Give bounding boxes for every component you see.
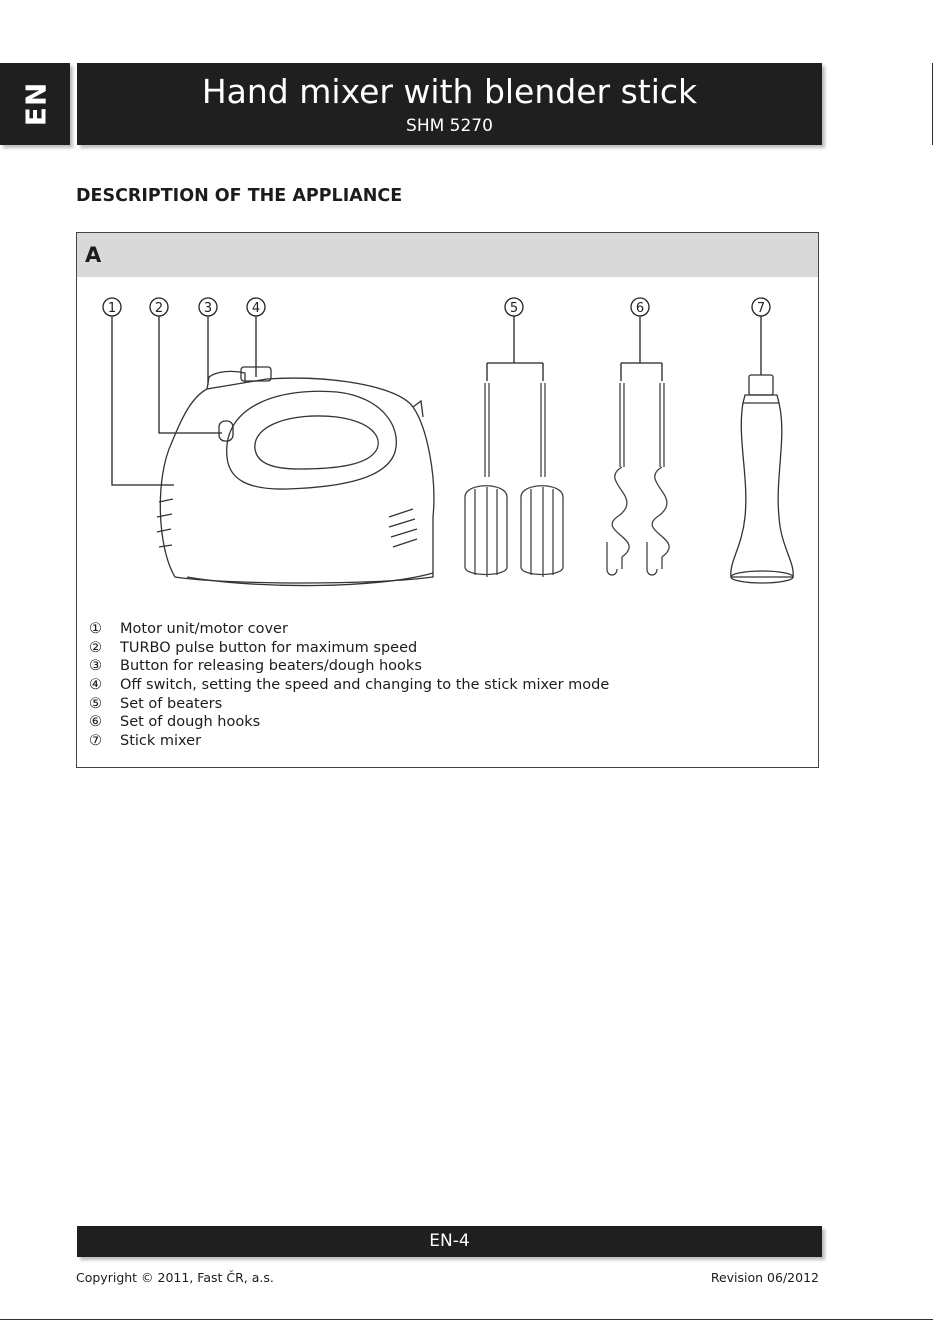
language-code: EN bbox=[19, 81, 53, 127]
legend-item bbox=[89, 639, 609, 658]
legend-number: ② bbox=[89, 639, 102, 656]
page-number-bar bbox=[77, 1226, 822, 1257]
legend-item bbox=[89, 713, 609, 732]
copyright-text: Copyright © 2011, Fast ČR, a.s. bbox=[76, 1270, 274, 1285]
stick-mixer-illustration bbox=[731, 375, 793, 583]
model-number: SHM 5270 bbox=[406, 116, 493, 136]
page-number: EN-4 bbox=[429, 1231, 470, 1251]
language-tab bbox=[0, 63, 70, 145]
callout-6-label: 6 bbox=[635, 301, 645, 316]
callout-4-label: 4 bbox=[251, 301, 261, 316]
callout-2-label: 2 bbox=[154, 301, 164, 316]
legend-item bbox=[89, 676, 609, 695]
legend-text: Button for releasing beaters/dough hooks bbox=[120, 658, 422, 675]
legend-text: Set of dough hooks bbox=[120, 714, 261, 731]
hand-mixer-illustration bbox=[157, 367, 434, 586]
legend-text: Stick mixer bbox=[120, 733, 202, 750]
callout-2 bbox=[150, 298, 168, 316]
callout-3-label: 3 bbox=[203, 301, 213, 316]
bottom-rule bbox=[0, 1319, 933, 1320]
callout-1-label: 1 bbox=[107, 301, 117, 316]
callout-6 bbox=[631, 298, 649, 316]
legend-number: ⑦ bbox=[89, 733, 102, 750]
legend-item bbox=[89, 695, 609, 714]
legend-number: ⑤ bbox=[89, 695, 102, 712]
component-legend bbox=[89, 620, 609, 751]
callout-5-label: 5 bbox=[509, 301, 519, 316]
legend-text: Off switch, setting the speed and changing to the stick mixer mode bbox=[120, 677, 610, 694]
legend-text: Set of beaters bbox=[120, 695, 223, 712]
beaters-illustration bbox=[465, 383, 563, 577]
figure-box bbox=[76, 232, 819, 768]
legend-text: Motor unit/motor cover bbox=[120, 621, 288, 637]
callout-3 bbox=[199, 298, 217, 316]
legend-number: ⑥ bbox=[89, 714, 102, 731]
dough-hooks-illustration bbox=[607, 383, 669, 575]
header-bar bbox=[77, 63, 822, 145]
leader-line-5 bbox=[487, 316, 543, 381]
legend-item bbox=[89, 620, 609, 639]
legend-item bbox=[89, 657, 609, 676]
callout-1 bbox=[103, 298, 121, 316]
revision-text: Revision 06/2012 bbox=[710, 1270, 819, 1285]
legend-text: TURBO pulse button for maximum speed bbox=[120, 639, 418, 656]
legend-number: ① bbox=[89, 621, 102, 637]
appliance-illustration bbox=[77, 277, 818, 617]
section-heading: DESCRIPTION OF THE APPLIANCE bbox=[76, 186, 403, 206]
legend-number: ④ bbox=[89, 677, 102, 694]
page-title: Hand mixer with blender stick bbox=[201, 72, 698, 111]
leader-line-1 bbox=[112, 316, 174, 485]
callout-5 bbox=[505, 298, 523, 316]
figure-label-bar bbox=[77, 233, 818, 277]
figure-label: A bbox=[85, 243, 102, 267]
legend-item bbox=[89, 732, 609, 751]
callout-4 bbox=[247, 298, 265, 316]
callout-7 bbox=[752, 298, 770, 316]
callout-7-label: 7 bbox=[756, 301, 766, 316]
leader-line-6 bbox=[621, 316, 662, 381]
legend-number: ③ bbox=[89, 658, 102, 675]
